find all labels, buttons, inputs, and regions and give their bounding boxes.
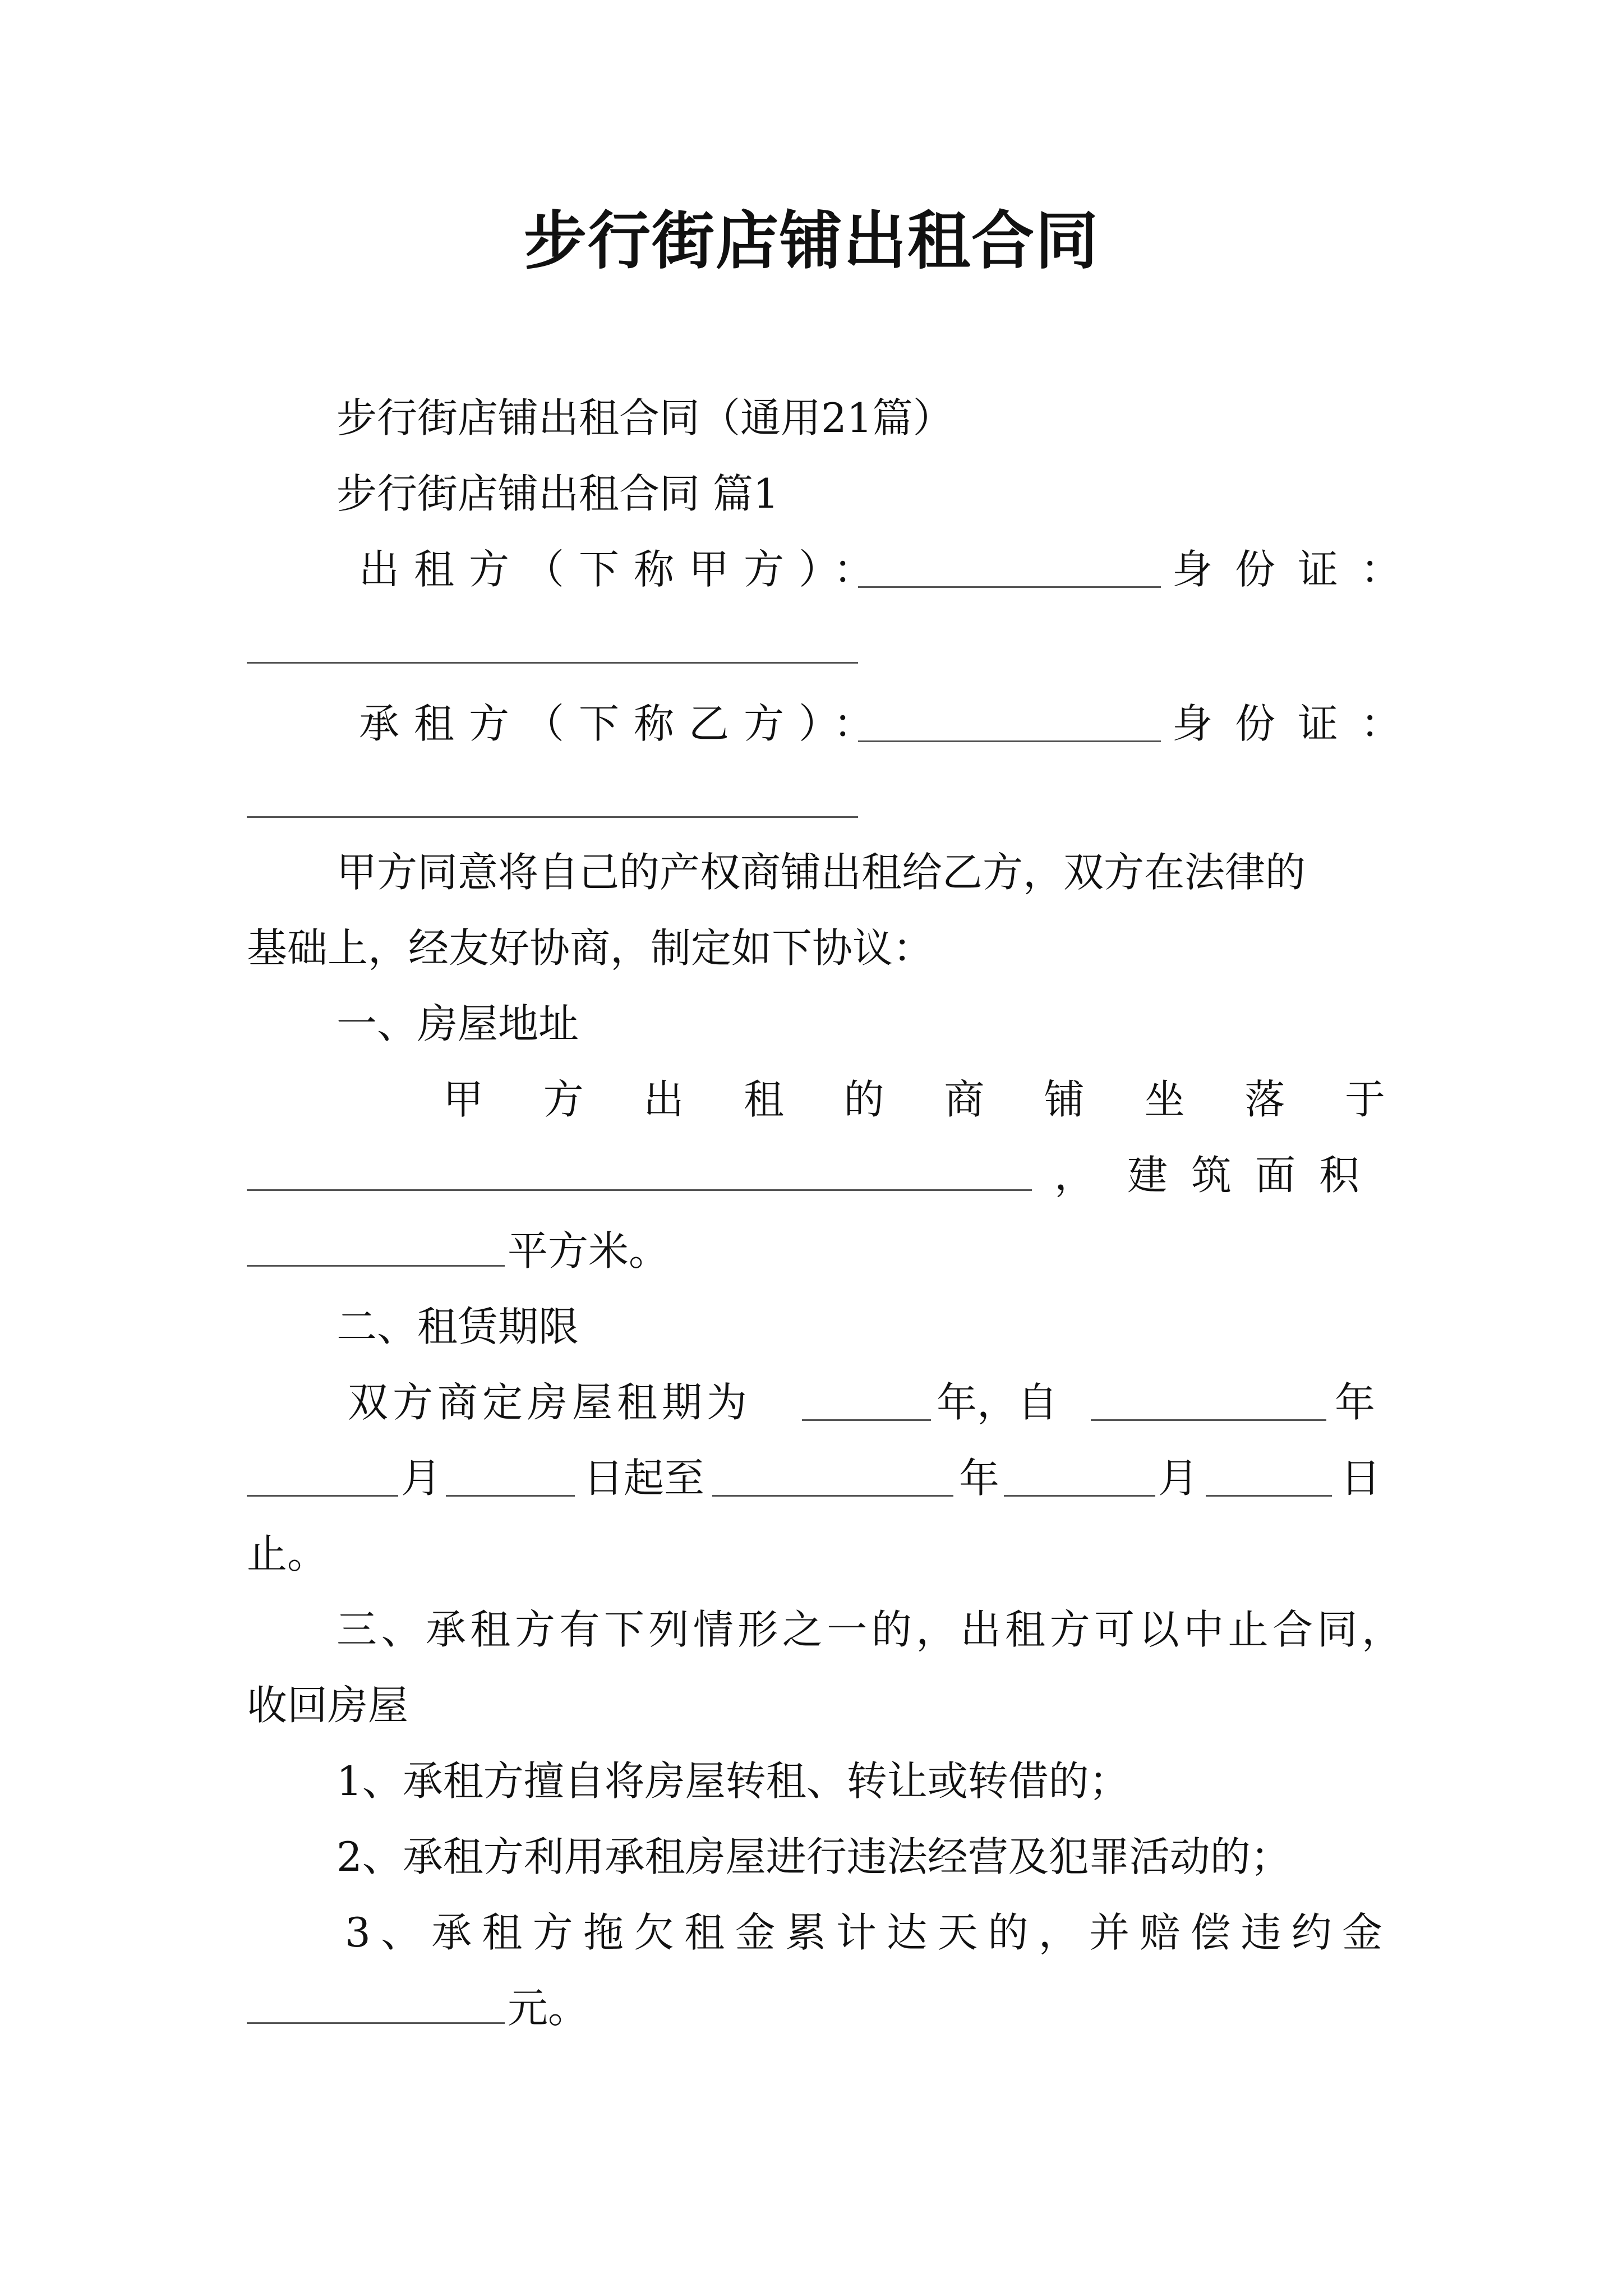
section-2-day-until: 日起至: [583, 1455, 705, 1502]
end-month-blank: [1004, 1495, 1155, 1497]
lessor-label: 出租方（下称甲方）：: [359, 546, 889, 593]
section-2-end: 止。: [247, 1530, 328, 1577]
intro-line-2: 基础上，经友好协商，制定如下协议：: [247, 924, 934, 972]
section-1-area-blank: [247, 1265, 505, 1267]
start-year-blank: [1091, 1419, 1326, 1421]
section-3-item-1: 1、承租方擅自将房屋转租、转让或转借的；: [336, 1757, 1129, 1805]
document-title: 步行街店铺出租合同: [524, 204, 1099, 278]
term-years-blank: [802, 1419, 931, 1421]
lessee-id-blank: [247, 816, 858, 818]
section-1-unit: 平方米。: [508, 1227, 670, 1274]
start-month-blank: [247, 1495, 398, 1497]
end-day-blank: [1206, 1495, 1332, 1497]
section-1-heading: 一、房屋地址: [336, 1000, 579, 1047]
lessee-name-blank: [858, 740, 1161, 742]
section-2-year-1: 年: [1335, 1379, 1376, 1426]
penalty-amount-blank: [247, 2022, 505, 2024]
section-2-years-from: 年，自: [937, 1379, 1058, 1426]
section-3-item-3: 3、承租方拖欠租金累计达天的，并赔偿违约金: [345, 1909, 1382, 1956]
section-2-heading: 二、租赁期限: [336, 1303, 579, 1350]
start-day-blank: [446, 1495, 575, 1497]
section-1-area-label: 建筑面积: [1127, 1152, 1384, 1199]
section-1-location-blank: [247, 1189, 1032, 1191]
lessor-id-blank: [247, 662, 858, 664]
section-2-month-2: 月: [1158, 1455, 1199, 1502]
section-3-heading-2: 收回房屋: [247, 1682, 409, 1729]
section-1-location-text: 甲方出租的商铺坐落于: [443, 1076, 1385, 1123]
section-3-item-3-end: 元。: [508, 1985, 589, 2032]
end-year-blank: [712, 1495, 953, 1497]
section-2-day-2: 日: [1340, 1455, 1381, 1502]
lessee-label: 承租方（下称乙方）：: [359, 700, 889, 747]
section-1-comma: ，: [1054, 1152, 1095, 1199]
section-3-item-2: 2、承租方利用承租房屋进行违法经营及犯罪活动的；: [336, 1833, 1291, 1880]
section-2-month-1: 月: [401, 1455, 442, 1502]
lessor-name-blank: [858, 586, 1161, 588]
subtitle: 步行街店铺出租合同（通用21篇）: [336, 394, 953, 441]
lessee-id-label: 身份证：: [1172, 700, 1424, 747]
section-2-term-text: 双方商定房屋租期为: [348, 1379, 752, 1426]
lessor-id-label: 身份证：: [1172, 546, 1424, 593]
section-2-year-2: 年: [959, 1455, 1000, 1502]
intro-line-1: 甲方同意将自己的产权商铺出租给乙方，双方在法律的: [336, 849, 1306, 896]
chapter-heading: 步行街店铺出租合同 篇1: [336, 470, 779, 517]
section-3-heading-1: 三、承租方有下列情形之一的，出租方可以中止合同，: [336, 1606, 1402, 1653]
